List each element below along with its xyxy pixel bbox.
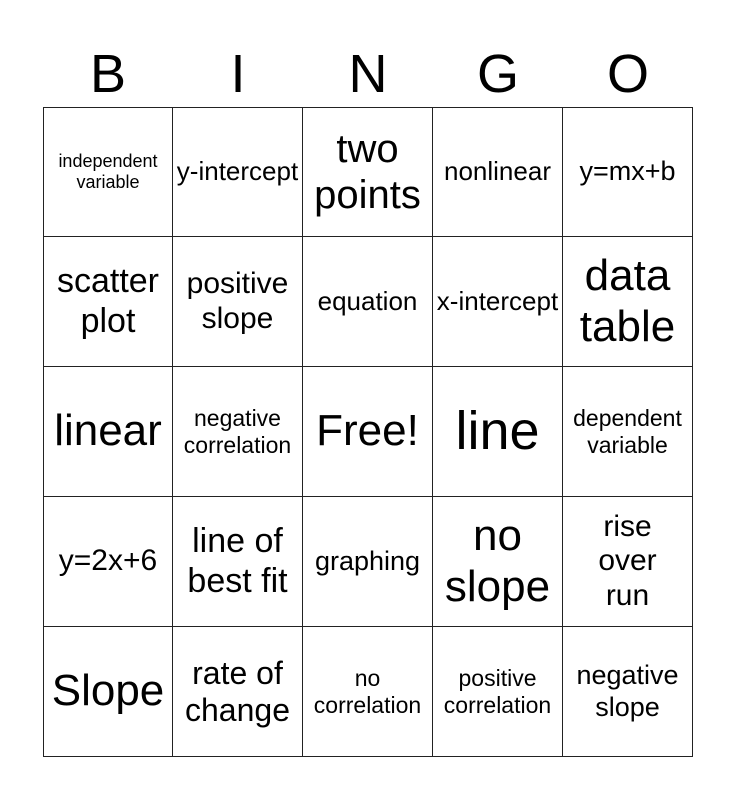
cell-label: negative correlation bbox=[183, 405, 292, 458]
header-letter-g: G bbox=[476, 44, 519, 104]
cell-label: y=2x+6 bbox=[58, 544, 158, 578]
bingo-cell[interactable] bbox=[433, 497, 563, 627]
header-letter-n: N bbox=[348, 44, 388, 104]
cell-label: Slope bbox=[51, 666, 165, 716]
bingo-cell[interactable] bbox=[43, 237, 173, 367]
cell-label: data table bbox=[579, 250, 676, 351]
bingo-cell[interactable] bbox=[563, 627, 693, 757]
bingo-cell[interactable] bbox=[563, 497, 693, 627]
cell-label: scatter plot bbox=[56, 262, 160, 340]
cell-label: rise over run bbox=[598, 509, 657, 612]
bingo-cell[interactable] bbox=[433, 107, 563, 237]
bingo-cell[interactable] bbox=[433, 237, 563, 367]
cell-label: graphing bbox=[314, 545, 421, 576]
bingo-board bbox=[43, 107, 693, 757]
cell-label: linear bbox=[54, 406, 162, 456]
cell-label: dependent variable bbox=[573, 405, 682, 458]
cell-label: no correlation bbox=[313, 665, 422, 718]
cell-label: equation bbox=[317, 285, 418, 316]
bingo-cell[interactable] bbox=[173, 107, 303, 237]
bingo-cell[interactable] bbox=[303, 237, 433, 367]
header-letter-b: B bbox=[89, 44, 127, 104]
cell-label: Free! bbox=[316, 406, 419, 456]
cell-label: two points bbox=[314, 127, 421, 217]
bingo-cell[interactable] bbox=[303, 367, 433, 497]
bingo-cell[interactable] bbox=[173, 237, 303, 367]
bingo-cell[interactable] bbox=[303, 107, 433, 237]
bingo-header bbox=[43, 40, 693, 108]
cell-label: line of best fit bbox=[187, 522, 288, 600]
cell-label: no slope bbox=[444, 510, 551, 611]
bingo-cell[interactable] bbox=[563, 107, 693, 237]
cell-label: negative slope bbox=[576, 660, 679, 722]
bingo-cell[interactable] bbox=[563, 367, 693, 497]
bingo-cell[interactable] bbox=[433, 367, 563, 497]
bingo-cell[interactable] bbox=[173, 367, 303, 497]
bingo-cell[interactable] bbox=[303, 497, 433, 627]
cell-label: positive correlation bbox=[443, 665, 552, 718]
cell-label: line bbox=[455, 401, 540, 462]
bingo-cell[interactable] bbox=[173, 627, 303, 757]
bingo-cell[interactable] bbox=[433, 627, 563, 757]
bingo-cell[interactable] bbox=[303, 627, 433, 757]
cell-label: rate of change bbox=[185, 654, 290, 728]
cell-label: x-intercept bbox=[436, 285, 559, 316]
cell-label: positive slope bbox=[186, 267, 289, 335]
cell-label: independent variable bbox=[58, 151, 158, 192]
bingo-cell[interactable] bbox=[43, 107, 173, 237]
cell-label: y-intercept bbox=[176, 156, 299, 187]
bingo-cell[interactable] bbox=[563, 237, 693, 367]
bingo-cell[interactable] bbox=[43, 497, 173, 627]
cell-label: y=mx+b bbox=[579, 156, 676, 187]
bingo-cell[interactable] bbox=[43, 367, 173, 497]
cell-label: nonlinear bbox=[444, 156, 551, 187]
bingo-cell[interactable] bbox=[173, 497, 303, 627]
header-letter-o: O bbox=[606, 44, 649, 104]
bingo-cell[interactable] bbox=[43, 627, 173, 757]
header-letter-i: I bbox=[230, 44, 246, 104]
